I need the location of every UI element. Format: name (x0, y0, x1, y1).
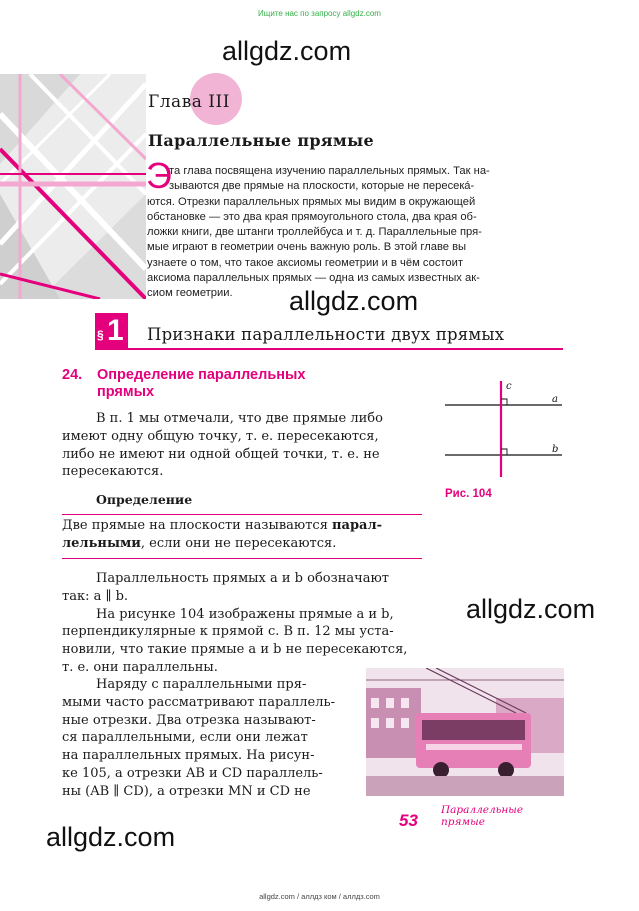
label-b: b (552, 444, 559, 455)
running-title-line: Параллельные (441, 804, 524, 816)
text-line: т. е. они параллельны. (62, 659, 218, 675)
figure-caption: Рис. 104 (445, 488, 492, 500)
text-line: мыми часто рассматривают параллель- (62, 694, 335, 710)
intro-line: аксиома параллельных прямых — одна из самых известных ак- (147, 272, 480, 285)
paragraph-3 (62, 676, 348, 801)
text-line: так: a ∥ b. (62, 588, 129, 604)
definition-text-part: , если они не пересекаются. (140, 535, 337, 551)
definition-text-part: Две прямые на плоскости называются (62, 518, 333, 533)
text-line: новили, что такие прямые a и b не пересекаются, (62, 642, 408, 658)
intro-line: зываются две прямые на плоскости, которые не пересекá- (169, 180, 475, 193)
label-c: c (506, 381, 512, 392)
definition-text (62, 517, 422, 553)
definition-top-rule (62, 514, 422, 515)
text-line: Наряду с параллельными пря- (96, 677, 307, 692)
running-title (441, 804, 551, 828)
text-line: ны (AB ∥ CD), а отрезки MN и CD не (62, 783, 311, 799)
section-title: Признаки параллельности двух прямых (147, 325, 505, 344)
subsection-number: 24. (62, 367, 83, 383)
section-number: 1 (107, 314, 124, 347)
page-number: 53 (399, 811, 418, 830)
intro-line: обстановке — это два края прямоугольного стола, два края об- (147, 210, 477, 223)
subsection-title-line: Определение параллельных (97, 367, 306, 383)
text-line: на параллельных прямых. На рисун- (62, 748, 315, 764)
text-line: ке 105, a отрезки AB и CD параллель- (62, 765, 323, 781)
drop-cap: Э (146, 155, 172, 196)
chapter-intro (147, 164, 563, 302)
section-underline (95, 348, 563, 350)
intro-line: узнаете о том, что такое аксиомы геометрии и в чём состоит (147, 256, 464, 269)
definition-line (62, 535, 422, 553)
text-line: перпендикулярные к прямой c. В п. 12 мы уста- (62, 624, 394, 640)
label-a: a (552, 394, 558, 405)
definition-line (62, 517, 422, 535)
intro-line: ложки книги, две штанги троллейбуса и т. д. Параллельные пря- (147, 226, 482, 239)
section-badge (95, 313, 128, 350)
section-symbol: § (97, 328, 104, 342)
chapter-label: Глава III (148, 92, 230, 112)
chapter-title: Параллельные прямые (148, 131, 374, 150)
text-line: ся параллельными, если они лежат (62, 730, 308, 746)
figure-104 (440, 375, 570, 485)
definition-term-part: лельными (62, 535, 141, 551)
chapter-decoration (0, 74, 146, 299)
text-line: На рисунке 104 изображены прямые a и b, (96, 606, 394, 622)
text-line: пересекаются. (62, 464, 164, 480)
intro-line: ются. Отрезки параллельных прямых мы видим в окружающей (147, 195, 476, 208)
subsection-title-line: прямых (97, 384, 155, 400)
watermark-2: allgdz.com (289, 286, 419, 316)
watermark-4: allgdz.com (46, 822, 176, 852)
top-watermark: Ищите нас по запросу allgdz.com (258, 9, 381, 18)
definition-label: Определение (96, 492, 193, 507)
text-line: имеют одну общую точку, т. е. пересекаются, (62, 428, 379, 444)
watermark-1: allgdz.com (222, 36, 352, 66)
intro-line: мые играют в геометрии очень важную роль. В этой главе вы (147, 241, 467, 254)
intro-line: сиом геометрии. (147, 287, 233, 300)
text-line: Параллельность прямых a и b обозначают (96, 571, 389, 586)
intro-line: та глава посвящена изучению параллельных прямых. Так на- (169, 165, 490, 177)
subsection-title (97, 367, 397, 401)
definition-term-part: парал- (332, 518, 383, 533)
trolleybus-photo (366, 668, 564, 796)
definition-bottom-rule (62, 558, 422, 559)
watermark-3: allgdz.com (466, 594, 596, 624)
paragraph-2 (62, 570, 422, 677)
paragraph-1 (62, 410, 422, 481)
text-line: В п. 1 мы отмечали, что две прямые либо (96, 411, 383, 426)
bottom-watermark: allgdz.com / аллдз ком / аллдз.com (259, 892, 380, 901)
text-line: ные отрезки. Два отрезка называют- (62, 712, 316, 728)
text-line: либо не имеют ни одной общей точки, т. е. не (62, 446, 380, 462)
running-title-line: прямые (441, 816, 485, 828)
